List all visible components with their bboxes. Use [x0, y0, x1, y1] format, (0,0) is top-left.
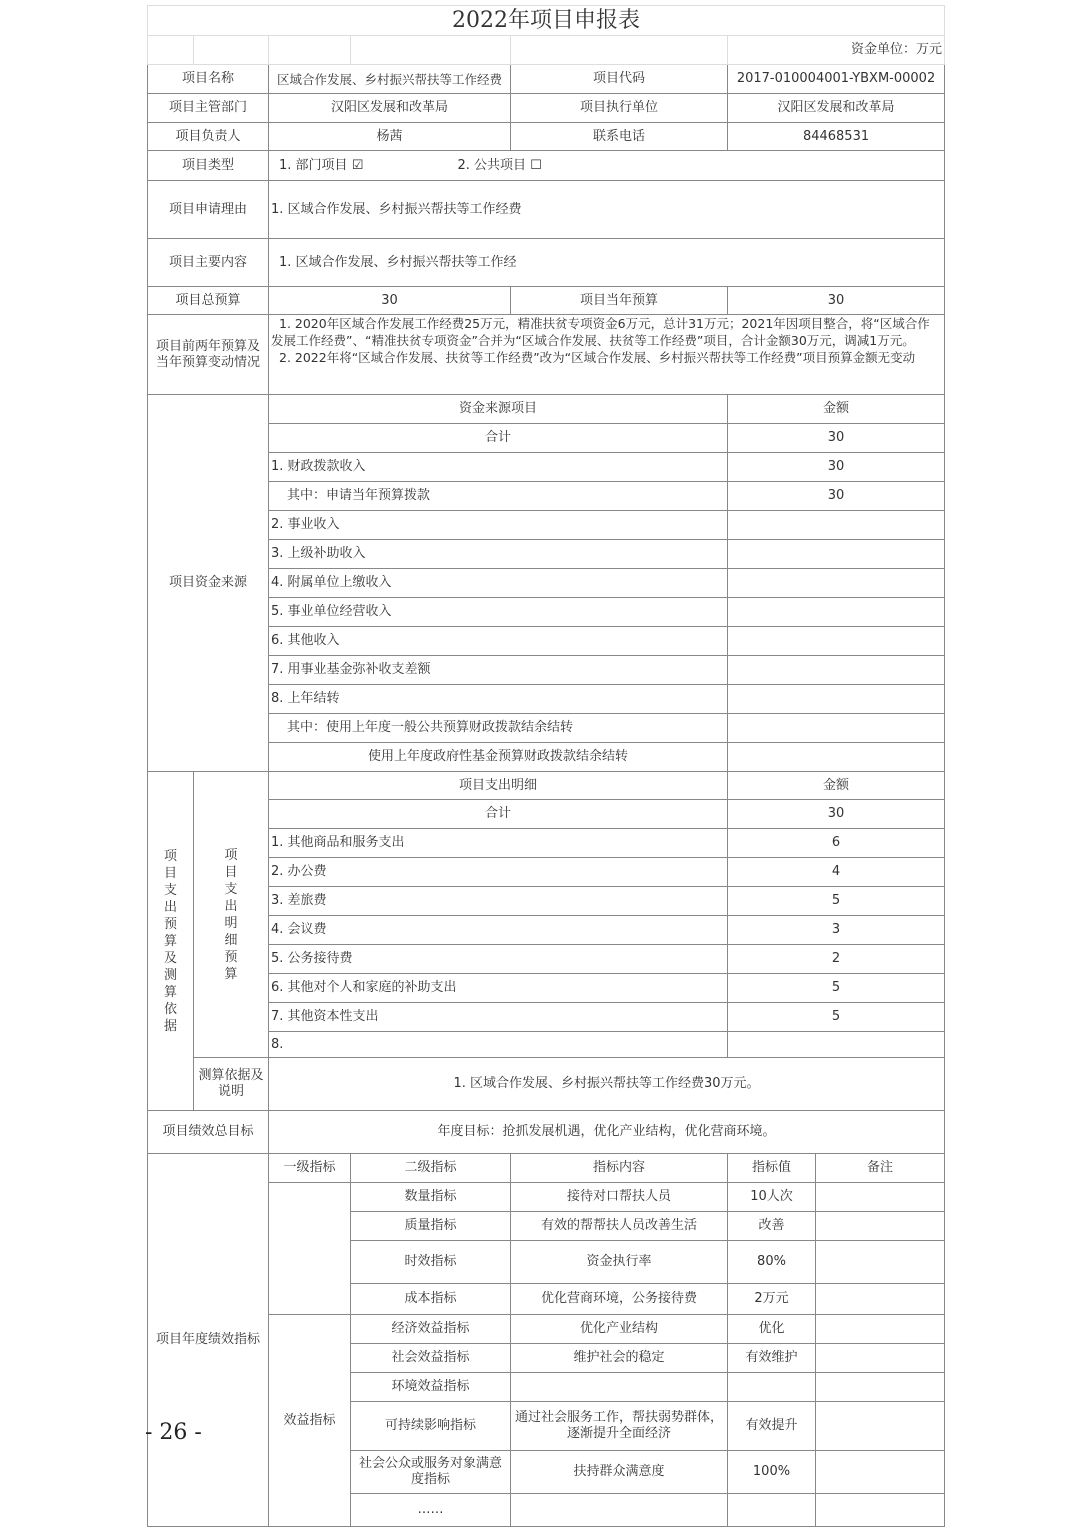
content-label: 项目主要内容 [148, 239, 269, 287]
budget-change-item-1: 1. 2020年区域合作发展工作经费25万元，精准扶贫专项资金6万元，总计31万元；2021年因项目整合，将“区域合作发展工作经费”、“精准扶贫专项资金”合并为“区域合作发展、扶贫等工作经费”项目，合计金额30万元，调减1万元。 [271, 316, 930, 348]
funding-amount: 30 [728, 453, 945, 482]
total-budget-label: 项目总预算 [148, 287, 269, 315]
page-number: - 26 - [145, 1420, 202, 1445]
phone-value: 84468531 [728, 123, 945, 151]
indicator-content [511, 1494, 728, 1527]
expense-item: 3. 差旅费 [269, 887, 728, 916]
indicator-note [816, 1241, 945, 1284]
expense-amount: 5 [728, 1003, 945, 1032]
basis-value: 1. 区域合作发展、乡村振兴帮扶等工作经费30万元。 [269, 1058, 945, 1111]
funding-source-label: 项目资金来源 [148, 395, 269, 772]
indicator-level2: 社会公众或服务对象满意度指标 [351, 1451, 511, 1494]
content-value: 1. 区域合作发展、乡村振兴帮扶等工作经 [269, 239, 945, 287]
indicator-note [816, 1183, 945, 1212]
funding-item: 8. 上年结转 [269, 685, 728, 714]
expense-amount: 30 [728, 800, 945, 829]
funding-amount [728, 714, 945, 743]
indicator-value [728, 1373, 816, 1402]
expense-item: 5. 公务接待费 [269, 945, 728, 974]
performance-goal-value: 年度目标：抢抓发展机遇，优化产业结构，优化营商环境。 [269, 1111, 945, 1154]
funding-amount [728, 627, 945, 656]
indicator-value: 10人次 [728, 1183, 816, 1212]
budget-change-value [269, 315, 945, 395]
project-code-value: 2017-010004001-YBXM-00002 [728, 65, 945, 94]
funding-amount [728, 540, 945, 569]
funding-amount [728, 743, 945, 772]
funding-amount: 30 [728, 482, 945, 511]
indicator-note [816, 1451, 945, 1494]
expense-amount: 3 [728, 916, 945, 945]
indicator-header: 二级指标 [351, 1154, 511, 1183]
funding-header-item: 资金来源项目 [269, 395, 728, 424]
indicator-level2: 质量指标 [351, 1212, 511, 1241]
reason-value: 1. 区域合作发展、乡村振兴帮扶等工作经费 [269, 181, 945, 239]
funding-item: 其中：申请当年预算拨款 [269, 482, 728, 511]
indicator-note [816, 1344, 945, 1373]
expense-outer-label: 项目支出预算及测算依据 [148, 772, 194, 1111]
indicator-note [816, 1284, 945, 1315]
phone-label: 联系电话 [511, 123, 728, 151]
type-value [269, 151, 945, 181]
funding-item: 1. 财政拨款收入 [269, 453, 728, 482]
expense-inner-label: 项目支出明细预算 [194, 772, 269, 1058]
funding-amount [728, 511, 945, 540]
expense-item: 合计 [269, 800, 728, 829]
indicator-content: 维护社会的稳定 [511, 1344, 728, 1373]
indicator-content: 优化产业结构 [511, 1315, 728, 1344]
basis-label: 测算依据及说明 [194, 1058, 269, 1111]
project-code-label: 项目代码 [511, 65, 728, 94]
indicator-level1-output [269, 1183, 351, 1315]
indicator-content: 通过社会服务工作，帮扶弱势群体，逐渐提升全面经济 [511, 1402, 728, 1451]
dept-label: 项目主管部门 [148, 94, 269, 123]
expense-header-amount: 金额 [728, 772, 945, 800]
expense-item: 7. 其他资本性支出 [269, 1003, 728, 1032]
expense-header-item: 项目支出明细 [269, 772, 728, 800]
indicator-value: 优化 [728, 1315, 816, 1344]
budget-change-label: 项目前两年预算及当年预算变动情况 [148, 315, 269, 395]
funding-item: 6. 其他收入 [269, 627, 728, 656]
expense-amount: 5 [728, 974, 945, 1003]
indicator-content: 资金执行率 [511, 1241, 728, 1284]
expense-amount: 5 [728, 887, 945, 916]
indicator-content [511, 1373, 728, 1402]
funding-item: 合计 [269, 424, 728, 453]
indicator-note [816, 1373, 945, 1402]
funding-item: 其中：使用上年度一般公共预算财政拨款结余结转 [269, 714, 728, 743]
indicator-level2: 可持续影响指标 [351, 1402, 511, 1451]
indicator-value: 2万元 [728, 1284, 816, 1315]
person-value: 杨茜 [269, 123, 511, 151]
indicator-level2: 社会效益指标 [351, 1344, 511, 1373]
funding-item: 5. 事业单位经营收入 [269, 598, 728, 627]
funding-amount [728, 656, 945, 685]
funding-item: 2. 事业收入 [269, 511, 728, 540]
indicator-value: 改善 [728, 1212, 816, 1241]
expense-amount: 6 [728, 829, 945, 858]
indicator-header: 指标值 [728, 1154, 816, 1183]
indicator-header: 一级指标 [269, 1154, 351, 1183]
funding-header-amount: 金额 [728, 395, 945, 424]
funding-amount: 30 [728, 424, 945, 453]
project-application-table [147, 5, 945, 1527]
funding-item: 3. 上级补助收入 [269, 540, 728, 569]
indicator-value: 有效提升 [728, 1402, 816, 1451]
budget-change-item-2: 2. 2022年将“区域合作发展、扶贫等工作经费”改为“区域合作发展、乡村振兴帮扶等工作经费”项目预算金额无变动 [279, 350, 916, 365]
funding-item: 使用上年度政府性基金预算财政拨款结余结转 [269, 743, 728, 772]
expense-amount [728, 1032, 945, 1058]
indicator-note [816, 1315, 945, 1344]
indicator-level2: 经济效益指标 [351, 1315, 511, 1344]
project-name-value: 区域合作发展、乡村振兴帮扶等工作经费 [269, 65, 511, 94]
year-budget-label: 项目当年预算 [511, 287, 728, 315]
funding-amount [728, 569, 945, 598]
expense-item: 1. 其他商品和服务支出 [269, 829, 728, 858]
indicator-content: 优化营商环境，公务接待费 [511, 1284, 728, 1315]
fund-unit: 资金单位：万元 [728, 36, 945, 65]
expense-amount: 2 [728, 945, 945, 974]
indicator-note [816, 1402, 945, 1451]
funding-amount [728, 598, 945, 627]
total-budget-value: 30 [269, 287, 511, 315]
reason-label: 项目申请理由 [148, 181, 269, 239]
indicator-value: 100% [728, 1451, 816, 1494]
indicator-value: 有效维护 [728, 1344, 816, 1373]
expense-item: 2. 办公费 [269, 858, 728, 887]
indicator-level2: …… [351, 1494, 511, 1527]
type-option-dept: 1. 部门项目 [279, 157, 348, 173]
page-title: 2022年项目申报表 [148, 6, 945, 36]
indicator-note [816, 1494, 945, 1527]
indicator-level1-benefit: 效益指标 [269, 1315, 351, 1527]
indicator-content: 有效的帮帮扶人员改善生活 [511, 1212, 728, 1241]
performance-goal-label: 项目绩效总目标 [148, 1111, 269, 1154]
indicator-value [728, 1494, 816, 1527]
indicator-content: 接待对口帮扶人员 [511, 1183, 728, 1212]
type-option-public: 2. 公共项目 [457, 157, 527, 173]
expense-item: 6. 其他对个人和家庭的补助支出 [269, 974, 728, 1003]
indicator-level2: 环境效益指标 [351, 1373, 511, 1402]
indicator-value: 80% [728, 1241, 816, 1284]
exec-unit-label: 项目执行单位 [511, 94, 728, 123]
project-name-label: 项目名称 [148, 65, 269, 94]
checkbox-empty-icon[interactable]: ☐ [530, 157, 542, 173]
indicator-level2: 成本指标 [351, 1284, 511, 1315]
year-budget-value: 30 [728, 287, 945, 315]
funding-item: 7. 用事业基金弥补收支差额 [269, 656, 728, 685]
indicator-content: 扶持群众满意度 [511, 1451, 728, 1494]
funding-amount [728, 685, 945, 714]
indicator-level2: 时效指标 [351, 1241, 511, 1284]
indicator-level2: 数量指标 [351, 1183, 511, 1212]
person-label: 项目负责人 [148, 123, 269, 151]
exec-unit-value: 汉阳区发展和改革局 [728, 94, 945, 123]
dept-value: 汉阳区发展和改革局 [269, 94, 511, 123]
expense-amount: 4 [728, 858, 945, 887]
type-label: 项目类型 [148, 151, 269, 181]
expense-item: 4. 会议费 [269, 916, 728, 945]
indicator-header: 备注 [816, 1154, 945, 1183]
checkbox-checked-icon[interactable]: ☑ [351, 157, 364, 173]
indicator-header: 指标内容 [511, 1154, 728, 1183]
indicator-note [816, 1212, 945, 1241]
performance-indicator-label: 项目年度绩效指标 [148, 1154, 269, 1527]
funding-item: 4. 附属单位上缴收入 [269, 569, 728, 598]
expense-item: 8. [269, 1032, 728, 1058]
